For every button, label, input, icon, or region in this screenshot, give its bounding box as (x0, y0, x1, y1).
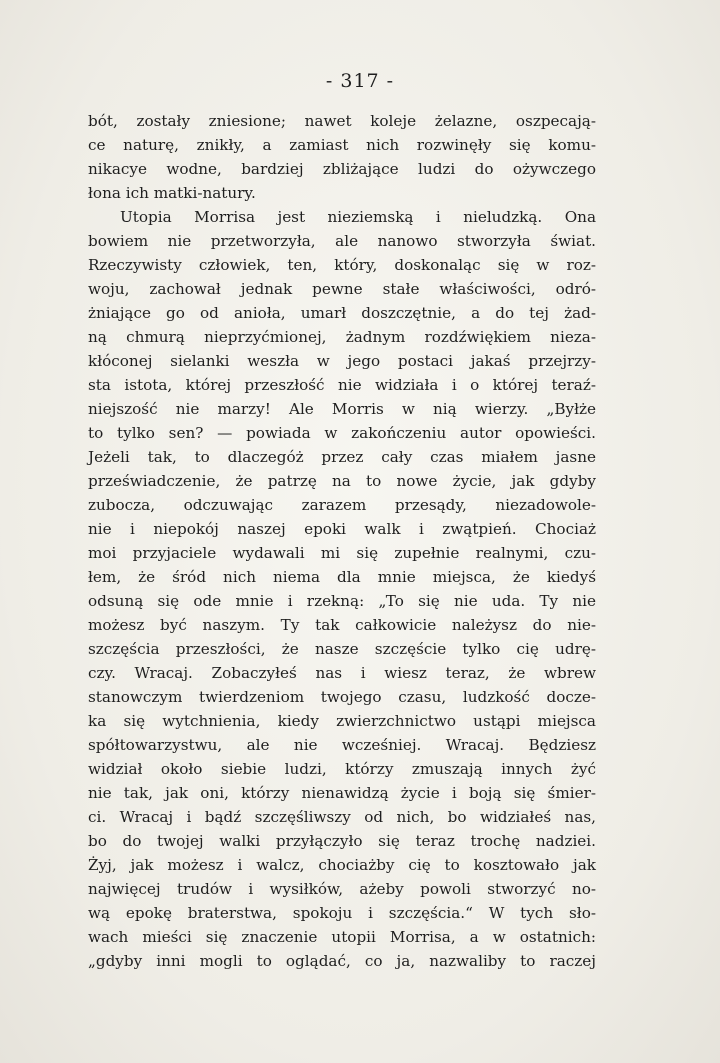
text-line: ci. Wracaj i bądź szczęśliwszy od nich, bo widziałeś nas, (88, 808, 596, 826)
text-line: bo do twojej walki przyłączyło się teraz trochę nadziei. (88, 832, 596, 850)
text-line: bowiem nie przetworzyła, ale nanowo stworzyła świat. (88, 232, 596, 250)
text-line: woju, zachował jednak pewne stałe właściwości, odró- (88, 280, 596, 298)
text-line: Jeżeli tak, to dlaczegóż przez cały czas miałem jasne (88, 448, 596, 466)
text-line: nie tak, jak oni, którzy nienawidzą życie i boją się śmier- (88, 784, 596, 802)
text-line: spółtowarzystwu, ale nie wcześniej. Wracaj. Będziesz (88, 736, 596, 754)
text-line: stanowczym twierdzeniom twojego czasu, ludzkość docze- (88, 688, 596, 706)
text-line: moi przyjaciele wydawali mi się zupełnie realnymi, czu- (88, 544, 596, 562)
text-line: niejszość nie marzy! Ale Morris w nią wierzy. „Byłże (88, 400, 596, 418)
text-line: Żyj, jak możesz i walcz, chociażby cię to kosztowało jak (88, 856, 596, 874)
text-line: widział około siebie ludzi, którzy zmuszają innych żyć (88, 760, 596, 778)
text-line: wą epokę braterstwa, spokoju i szczęścia.“ W tych sło- (88, 904, 596, 922)
text-line: łem, że śród nich niema dla mnie miejsca, że kiedyś (88, 568, 596, 586)
text-line: kłóconej sielanki weszła w jego postaci jakaś przejrzy- (88, 352, 596, 370)
page-number: - 317 - (325, 70, 395, 92)
text-line: nikacye wodne, bardziej zbliżające ludzi do ożywczego (88, 160, 596, 178)
text-line: ce naturę, znikły, a zamiast nich rozwinęły się komu- (88, 136, 596, 154)
text-line: czy. Wracaj. Zobaczyłeś nas i wiesz teraz, że wbrew (88, 664, 596, 682)
text-line: bót, zostały zniesione; nawet koleje żelazne, oszpecają- (88, 112, 596, 130)
text-line: Utopia Morrisa jest nieziemską i nieludzką. Ona (120, 208, 596, 226)
text-line: „gdyby inni mogli to oglądać, co ja, nazwaliby to raczej (88, 952, 596, 970)
body-text (88, 109, 596, 973)
text-line: żniające go od anioła, umarł doszczętnie, a do tej żad- (88, 304, 596, 322)
text-line: najwięcej trudów i wysiłków, ażeby powoli stworzyć no- (88, 880, 596, 898)
text-line: nie i niepokój naszej epoki walk i zwątpień. Chociaż (88, 520, 596, 538)
text-line: ka się wytchnienia, kiedy zwierzchnictwo ustąpi miejsca (88, 712, 596, 730)
text-line: sta istota, której przeszłość nie widziała i o której teraź- (88, 376, 596, 394)
text-line: Rzeczywisty człowiek, ten, który, doskonaląc się w roz- (88, 256, 596, 274)
text-line: odsuną się ode mnie i rzekną: „To się nie uda. Ty nie (88, 592, 596, 610)
text-line: ną chmurą nieprzyćmionej, żadnym rozdźwiękiem nieza- (88, 328, 596, 346)
text-line: to tylko sen? — powiada w zakończeniu autor opowieści. (88, 424, 596, 442)
text-line: wach mieści się znaczenie utopii Morrisa, a w ostatnich: (88, 928, 596, 946)
text-line: przeświadczenie, że patrzę na to nowe życie, jak gdyby (88, 472, 596, 490)
text-line: łona ich matki-natury. (88, 184, 256, 202)
text-line: szczęścia przeszłości, że nasze szczęście tylko cię udrę- (88, 640, 596, 658)
text-line: zubocza, odczuwając zarazem przesądy, niezadowole- (88, 496, 596, 514)
text-line: możesz być naszym. Ty tak całkowicie należysz do nie- (88, 616, 596, 634)
